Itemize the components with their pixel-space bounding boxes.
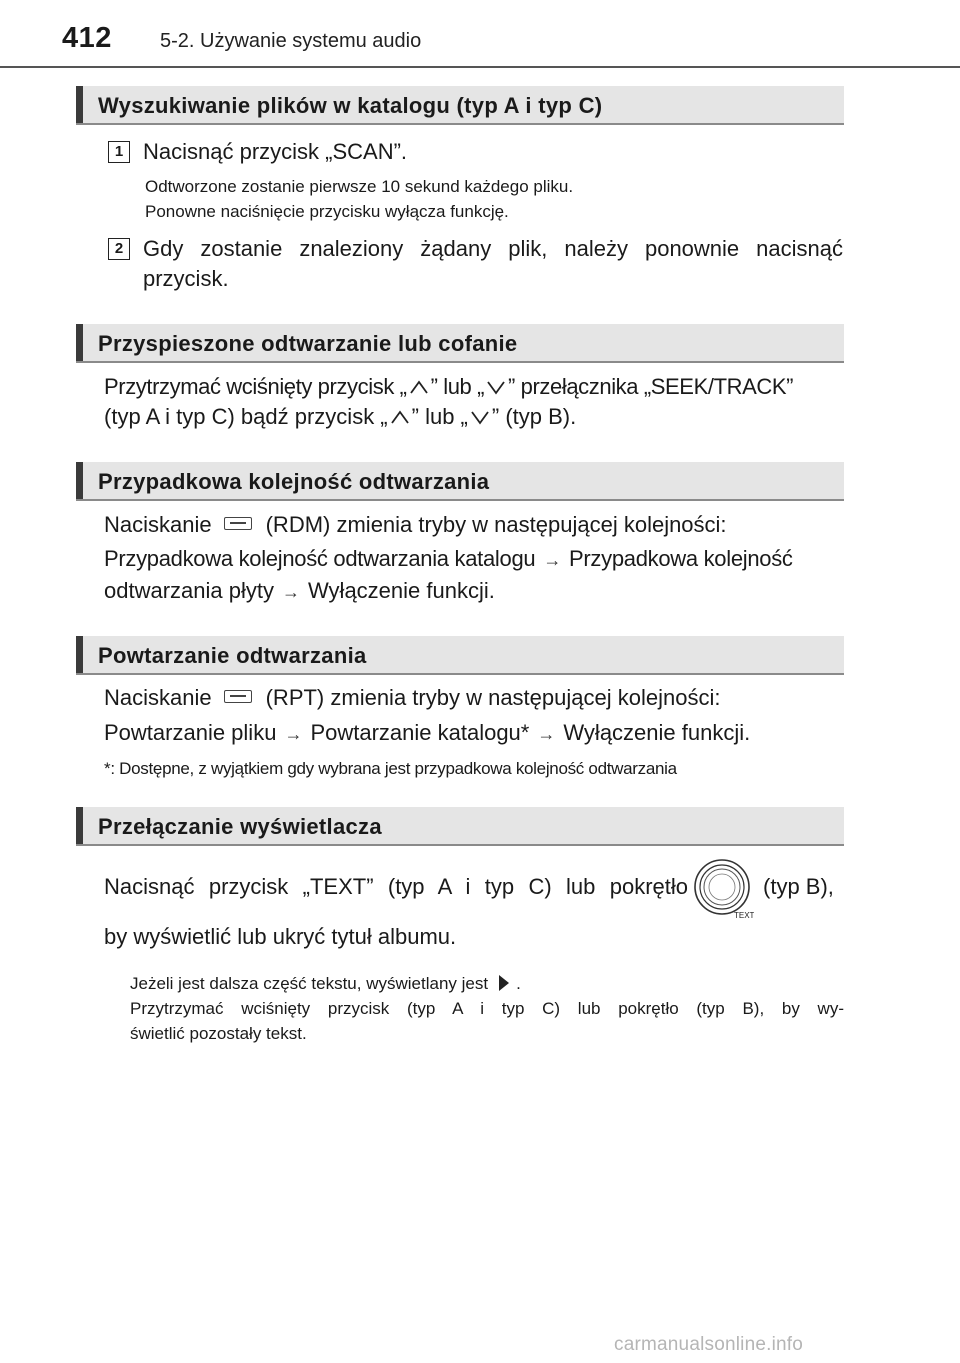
heading-accent (76, 324, 83, 361)
knob-label: TEXT (734, 911, 754, 920)
watermark: carmanualsonline.info (614, 1334, 804, 1355)
section-title: Przypadkowa kolejność odtwarzania (98, 469, 490, 494)
text-run: Naciskanie (104, 512, 212, 537)
text-run: (typ A i typ C) bądź przycisk „ (104, 404, 388, 429)
section-title: Powtarzanie odtwarzania (98, 643, 367, 668)
text-run: odtwarzania płyty (104, 578, 274, 603)
step-2-text-line-2: przycisk. (143, 266, 229, 291)
heading-accent (76, 462, 83, 499)
arrow-icon: → (284, 724, 303, 744)
text-run: Wyłączenie funkcji. (307, 578, 495, 603)
text-run: (RPT) zmienia tryby w następującej kolejności: (265, 685, 721, 710)
section-title: Wyszukiwanie plików w katalogu (typ A i typ C) (98, 93, 603, 118)
heading-accent (76, 86, 83, 123)
seek-text-line-2 (104, 402, 576, 432)
chapter-title: 5-2. Używanie systemu audio (160, 30, 422, 52)
arrow-icon: → (281, 582, 300, 602)
section-heading-search (76, 86, 844, 125)
chevron-up-icon (409, 379, 429, 395)
display-text-line-1b: (typ B), (763, 874, 834, 899)
section-heading-display (76, 807, 844, 846)
chevron-up-icon (390, 409, 410, 425)
section-heading-random (76, 462, 844, 501)
repeat-text-line-1 (104, 683, 720, 713)
text-run: (RDM) zmienia tryby w następującej kolejności: (265, 512, 727, 537)
seek-text-line-1 (104, 372, 849, 402)
display-note-line-3: świetlić pozostały tekst. (130, 1024, 307, 1043)
text-run: . (516, 974, 521, 993)
display-text-line-2: by wyświetlić lub ukryć tytuł albumu. (104, 924, 457, 949)
heading-accent (76, 636, 83, 673)
text-run: Powtarzanie pliku (104, 720, 277, 745)
section-title: Przyspieszone odtwarzanie lub cofanie (98, 331, 518, 356)
arrow-icon: → (543, 550, 562, 570)
page-header (0, 0, 960, 70)
step-number-1: 1 (108, 141, 130, 163)
text-run: ” (typ B). (491, 404, 577, 429)
step-1-note-1: Odtworzone zostanie pierwsze 10 sekund każdego pliku. (145, 177, 574, 196)
text-run: Powtarzanie katalogu* (310, 720, 530, 745)
button-icon (224, 517, 252, 530)
step-1-text: Nacisnąć przycisk „SCAN”. (143, 139, 408, 164)
chevron-down-icon (470, 409, 490, 425)
text-run: Przypadkowa kolejność odtwarzania katalogu (104, 546, 536, 571)
header-divider (0, 66, 960, 68)
text-run: Jeżeli jest dalsza część tekstu, wyświetlany jest (130, 974, 489, 993)
display-note-line-2: Przytrzymać wciśnięty przycisk (typ A i typ C) lub pokrętło (typ B), by wy- (130, 999, 844, 1018)
section-title: Przełączanie wyświetlacza (98, 814, 382, 839)
text-run: Naciskanie (104, 685, 212, 710)
arrow-icon: → (537, 724, 556, 744)
text-run: ” przełącznika „SEEK/TRACK” (508, 374, 794, 399)
button-icon (224, 690, 252, 703)
page-number: 412 (62, 22, 112, 54)
random-text-line-1 (104, 510, 727, 540)
play-triangle-icon (498, 974, 510, 992)
heading-accent (76, 807, 83, 844)
knob-icon (692, 858, 754, 920)
random-text-line-2 (104, 544, 849, 575)
text-run: ” lub „ (411, 404, 468, 429)
display-note-line-1 (130, 971, 521, 997)
section-heading-seek (76, 324, 844, 363)
repeat-footnote: *: Dostępne, z wyjątkiem gdy wybrana jest przypadkowa kolejność odtwarzania (104, 759, 677, 778)
step-number-2: 2 (108, 238, 130, 260)
text-run: Przypadkowa kolejność (569, 546, 793, 571)
random-text-line-3 (104, 576, 495, 607)
step-1-note-2: Ponowne naciśnięcie przycisku wyłącza funkcję. (145, 202, 509, 221)
section-heading-repeat (76, 636, 844, 675)
text-run: Przytrzymać wciśnięty przycisk „ (104, 374, 407, 399)
text-run: Wyłączenie funkcji. (563, 720, 751, 745)
text-run: ” lub „ (430, 374, 484, 399)
display-text-line-1a: Nacisnąć przycisk „TEXT” (typ A i typ C) lub pokrętło (104, 874, 688, 899)
repeat-text-line-2 (104, 718, 750, 749)
chevron-down-icon (486, 379, 506, 395)
step-2-text-line-1: Gdy zostanie znaleziony żądany plik, należy ponownie nacisnąć (143, 236, 843, 261)
